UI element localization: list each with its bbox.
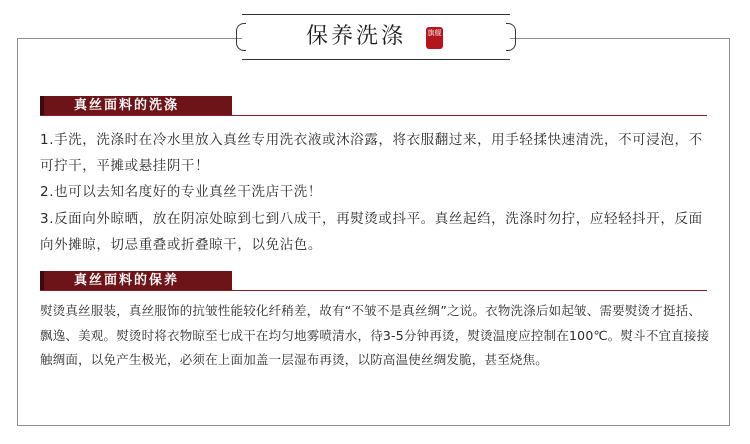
brand-seal: 旗舰 xyxy=(426,27,443,49)
section-header-washing xyxy=(40,96,707,116)
washing-step-3: 3.反面向外晾晒，放在阴凉处晾到七到八成干，再熨烫或抖平。真丝起绉，洗涤时勿拧，应轻轻抖开，反面向外摊晾，切忌重叠或折叠晾干，以免沾色。 xyxy=(40,211,703,253)
care-paragraph: 熨烫真丝服装，真丝服饰的抗皱性能较化纤稍差，故有“不皱不是真丝绸”之说。衣物洗涤后如起皱、需要熨烫才挺括、飘逸、美观。熨烫时将衣物晾至七成干在均匀地雾喷清水，待3-5分钟再烫，熨烫温度应控制在100℃。熨斗不宜直接接触绸面，以免产生极光，必须在上面加盖一层湿布再烫，以防高温使丝绸发脆，甚至烧焦。 xyxy=(40,303,710,367)
section-title-care: 真丝面料的保养 xyxy=(40,271,232,290)
section-header-care xyxy=(40,271,707,291)
section-title-washing: 真丝面料的洗涤 xyxy=(40,96,232,115)
page-title: 保养洗涤 xyxy=(306,24,407,49)
washing-step-1: 1.手洗，洗涤时在冷水里放入真丝专用洗衣液或沐浴露，将衣服翻过来，用手轻揉快速清洗，不可浸泡，不可拧干，平摊或悬挂阴干！ xyxy=(40,132,703,174)
washing-step-2: 2.也可以去知名度好的专业真丝干洗店干洗！ xyxy=(40,184,322,200)
title-cartouche xyxy=(242,14,510,60)
